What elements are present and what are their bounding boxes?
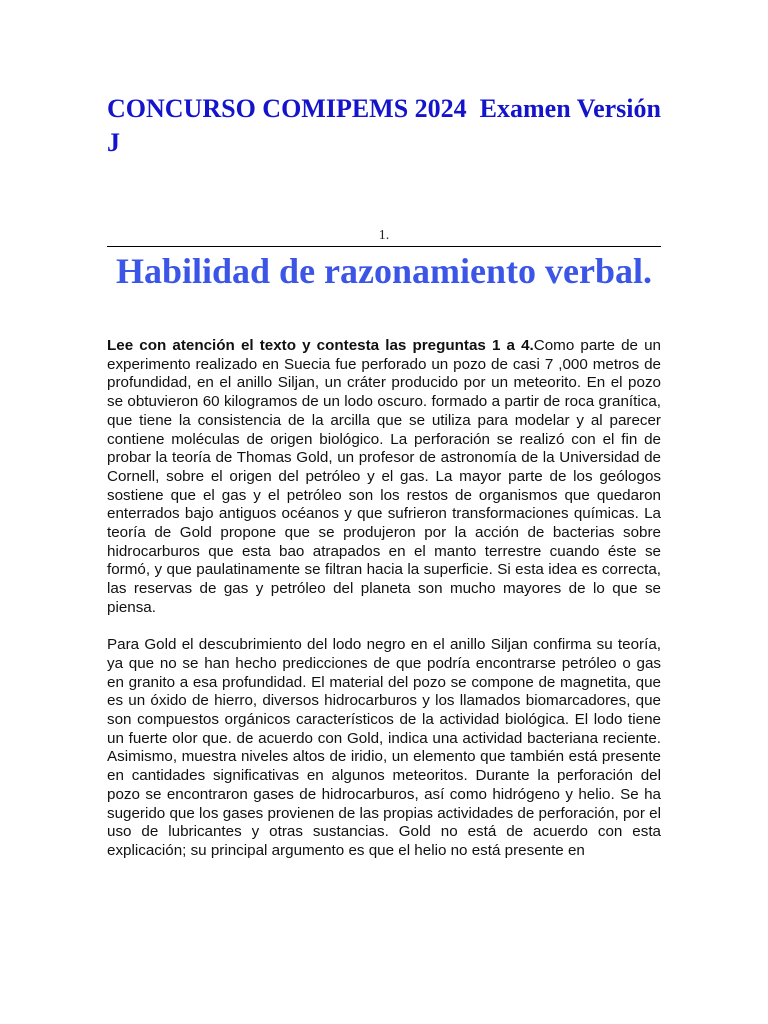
section-heading: Habilidad de razonamiento verbal. [115,251,652,291]
document-title: CONCURSO COMIPEMS 2024 Examen Versión J [107,94,668,157]
paragraph-1-text: Como parte de un experimento realizado en Suecia fue perforado un pozo de casi 7 ,000 metros de profundidad, en el anillo Siljan, un cráter producido por un meteorito. En el pozo se obtuvieron 60 kilogramos de un lodo oscuro. formado a partir de roca granítica, que tiene la consistencia de la arcilla que se utiliza para modelar y al parecer contiene moléculas de origen biológico. La perforación se realizó con el fin de probar la teoría de Thomas Gold, un profesor de astronomía de la Universidad de Cornell, sobre el origen del petróleo y el gas. La mayor parte de los geólogos sostiene que el gas y el petróleo son los restos de organismos que quedaron enterrados bajo antiguos océanos y que sufrieron transformaciones químicas. La teoría de Gold propone que se produjeron por la acción de bacterias sobre hidrocarburos que esta bao atrapados en el manto terrestre cuando éste se formó, y que paulatinamente se filtran hacia la superficie. Si esta idea es correcta, las reservas de gas y petróleo del planeta son mucho mayores de lo que se piensa. [107,337,661,616]
page-number: 1. [378,228,390,243]
paragraph-2: Para Gold el descubrimiento del lodo negro en el anillo Siljan confirma su teoría, ya que no se han hecho predicciones de que podría encontrarse petróleo o gas en granito a esa profundidad. El material del pozo se compone de magnetita, que es un óxido de hierro, diversos hidrocarburos y los llamados biomarcadores, que son compuestos orgánicos característicos de la actividad biológica. El lodo tiene un fuerte olor que. de acuerdo con Gold, indica una actividad bacteriana reciente. Asimismo, muestra niveles altos de iridio, un elemento que también está presente en cantidades significativas en algunos meteoritos. Durante la perforación del pozo se encontraron gases de hidrocarburos, así como hidrógeno y helio. Se ha sugerido que los gases provienen de las propias actividades de perforación, por el uso de lubricantes y otras sustancias. Gold no está de acuerdo con esta explicación; su principal argumento es que el helio no está presente en [107,636,661,859]
horizontal-rule [107,246,661,247]
paragraph-1 [107,337,661,618]
body-text [107,337,661,861]
instruction-lead: Lee con atención el texto y contesta las preguntas 1 a 4. [107,337,534,354]
